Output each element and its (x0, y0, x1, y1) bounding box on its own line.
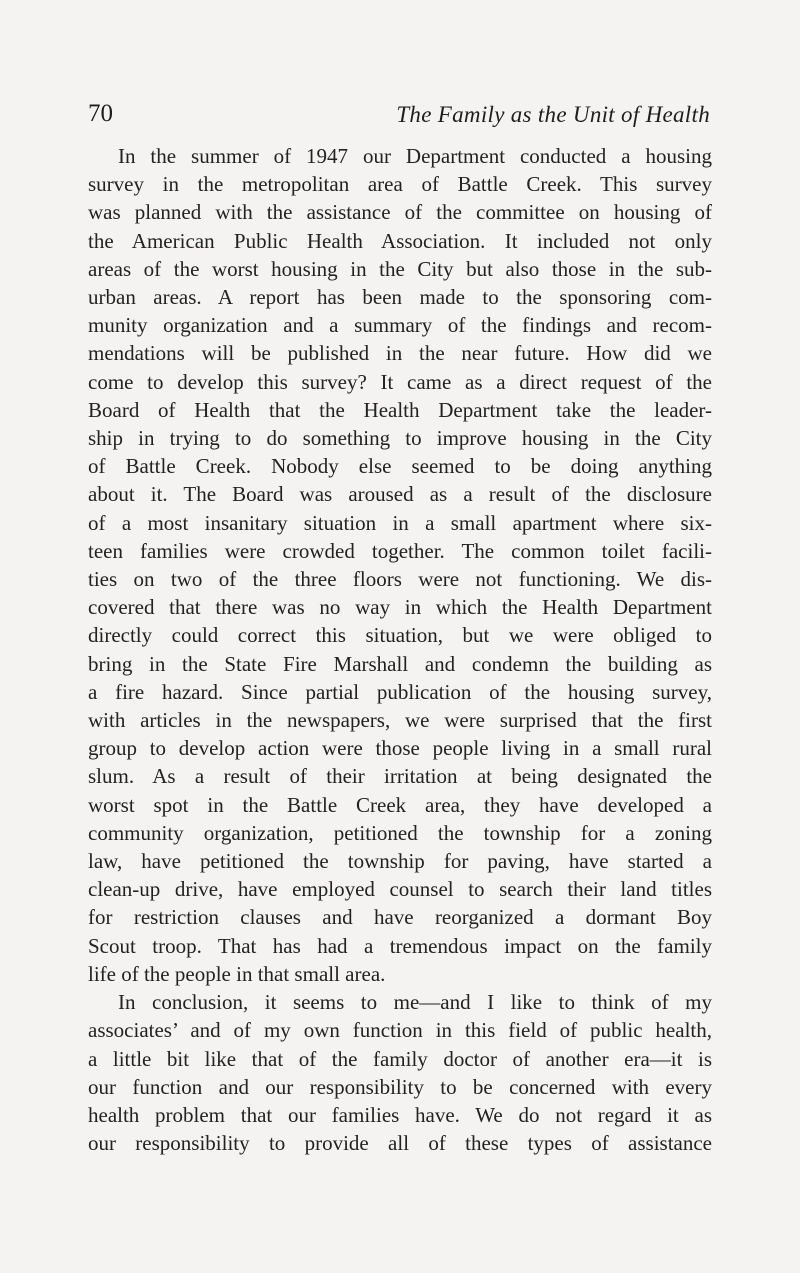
paragraph-2 (88, 988, 712, 1157)
text-line: community organization, petitioned the township for a zoning (88, 820, 712, 845)
text-line: come to develop this survey? It came as a direct request of the (88, 369, 712, 394)
text-line: life of the people in that small area. (88, 961, 386, 986)
text-line: directly could correct this situation, but we were obliged to (88, 623, 712, 648)
text-line: ship in trying to do something to improve housing in the City (88, 426, 712, 451)
text-line: our responsibility to provide all of these types of assistance (88, 1131, 712, 1156)
text-line: group to develop action were those people living in a small rural (88, 736, 712, 761)
text-line: a little bit like that of the family doctor of another era—it is (88, 1046, 712, 1071)
text-line: of Battle Creek. Nobody else seemed to be doing anything (88, 454, 712, 479)
text-line: with articles in the newspapers, we were surprised that the first (88, 708, 712, 733)
text-line: about it. The Board was aroused as a result of the disclosure (88, 482, 712, 507)
text-line: bring in the State Fire Marshall and condemn the building as (88, 651, 712, 676)
text-line: associates’ and of my own function in this field of public health, (88, 1018, 712, 1043)
running-title: The Family as the Unit of Health (396, 102, 710, 127)
text-line: survey in the metropolitan area of Battle Creek. This survey (88, 172, 712, 197)
text-line: the American Public Health Association. It included not only (88, 228, 712, 253)
text-line: Scout troop. That has had a tremendous impact on the family (88, 933, 712, 958)
body-text (88, 142, 712, 1157)
page-header (88, 100, 710, 136)
text-line: teen families were crowded together. The common toilet facili- (88, 538, 712, 563)
text-line: health problem that our families have. We do not regard it as (88, 1102, 712, 1127)
text-line: clean-up drive, have employed counsel to search their land titles (88, 877, 712, 902)
text-line: our function and our responsibility to be concerned with every (88, 1074, 712, 1099)
text-line: munity organization and a summary of the findings and recom- (88, 313, 712, 338)
text-line: was planned with the assistance of the committee on housing of (88, 200, 712, 225)
text-line: urban areas. A report has been made to the sponsoring com- (88, 285, 712, 310)
page-number: 70 (88, 100, 113, 127)
text-line: Board of Health that the Health Department take the leader- (88, 397, 712, 422)
text-line: law, have petitioned the township for paving, have started a (88, 849, 712, 874)
text-line: slum. As a result of their irritation at being designated the (88, 764, 712, 789)
text-line: for restriction clauses and have reorganized a dormant Boy (88, 905, 712, 930)
paragraph-1 (88, 142, 712, 988)
text-line: In the summer of 1947 our Department conducted a housing (118, 144, 712, 168)
text-line: worst spot in the Battle Creek area, they have developed a (88, 792, 712, 817)
text-line: of a most insanitary situation in a small apartment where six- (88, 510, 712, 535)
text-line: mendations will be published in the near future. How did we (88, 341, 712, 366)
text-line: a fire hazard. Since partial publication of the housing survey, (88, 679, 712, 704)
text-line: In conclusion, it seems to me—and I like to think of my (118, 990, 712, 1015)
text-line: ties on two of the three floors were not functioning. We dis- (88, 567, 712, 592)
text-line: covered that there was no way in which the Health Department (88, 595, 712, 620)
text-line: areas of the worst housing in the City but also those in the sub- (88, 256, 712, 281)
